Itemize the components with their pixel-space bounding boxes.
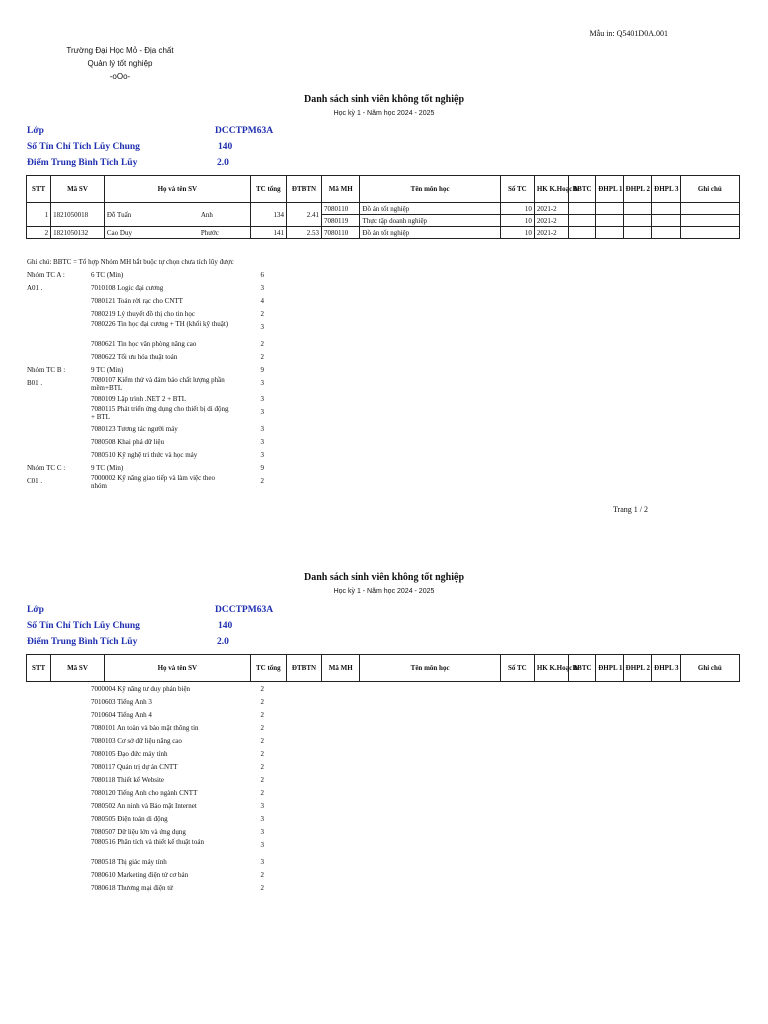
page2-title: Danh sách sinh viên không tốt nghiệp	[303, 572, 465, 583]
page2-subtitle: Học kỳ 1 - Năm học 2024 - 2025	[333, 588, 435, 595]
course-item: 6 TC (Min)	[91, 271, 124, 279]
column-header: TC tổng	[250, 176, 286, 203]
course-item: 7080123 Tương tác người máy	[91, 424, 178, 433]
empty-cell	[680, 203, 739, 215]
page-title: Danh sách sinh viên không tốt nghiệp	[303, 94, 465, 105]
table-header-row	[27, 655, 740, 682]
column-header: HK K.Hoạc h	[534, 655, 568, 682]
course-credits: 3	[260, 323, 264, 331]
course-credits: 3	[260, 815, 264, 823]
course-item: 9 TC (Min)	[91, 463, 124, 472]
course-credits: 2	[260, 870, 264, 879]
subject-credits-cell: 10	[500, 215, 534, 227]
table-header-row	[27, 176, 740, 203]
column-header: BBTC	[568, 655, 595, 682]
course-credits: 3	[260, 408, 264, 416]
course-credits: 2	[260, 310, 264, 318]
column-header: ĐHPL 1	[596, 655, 623, 682]
column-header: ĐHPL 1	[596, 176, 623, 203]
subject-code-cell: 7080110	[322, 203, 360, 215]
class-label: Lớp	[27, 126, 44, 136]
course-item: 7080103 Cơ sở dữ liệu nâng cao	[91, 737, 182, 745]
empty-cell	[596, 215, 623, 227]
column-header: ĐHPL 2	[623, 176, 652, 203]
credits-value: 140	[218, 142, 233, 152]
form-code: Mẫu in: Q5401D0A.001	[589, 29, 668, 38]
course-credits: 9	[260, 365, 264, 374]
course-item: 7080518 Thị giác máy tính	[91, 857, 167, 866]
course-credits: 2	[260, 883, 264, 892]
table-note: Ghi chú: BBTC = Tổ hợp Nhóm MH bắt buộc tự chọn chưa tích lũy được	[27, 258, 234, 266]
column-header: STT	[27, 176, 51, 203]
department-name: Quản lý tốt nghiệp	[87, 59, 153, 68]
group-label: Nhóm TC A :	[27, 271, 65, 279]
group-label: C01 .	[27, 476, 43, 485]
empty-cell	[623, 215, 652, 227]
course-credits: 3	[260, 828, 264, 836]
class-value: DCCTPM63A	[215, 605, 274, 615]
empty-cell	[652, 215, 681, 227]
stt-cell: 1	[27, 203, 51, 227]
course-item: 7080117 Quản trị dự án CNTT	[91, 763, 178, 771]
course-item: 7080510 Kỹ nghệ tri thức và học máy	[91, 450, 198, 459]
course-credits: 2	[260, 339, 264, 348]
empty-cell	[623, 227, 652, 239]
course-item: 7080219 Lý thuyết đồ thị cho tin học	[91, 310, 196, 318]
course-item: 7080618 Thương mại điện tử	[91, 883, 173, 892]
empty-cell	[623, 203, 652, 215]
course-credits: 2	[260, 724, 264, 732]
course-item: 7080505 Điện toán di động	[91, 815, 168, 823]
student-name-cell	[104, 227, 250, 239]
course-item: 7010108 Logic đại cương	[91, 284, 164, 292]
column-header: ĐHPL 2	[623, 655, 652, 682]
course-item: 7000002 Kỹ năng giao tiếp và làm việc theo nhóm	[91, 473, 216, 490]
gpa-cell: 2.53	[286, 227, 321, 239]
page-subtitle: Học kỳ 1 - Năm học 2024 - 2025	[333, 110, 435, 117]
group-label: Nhóm TC B :	[27, 365, 66, 374]
course-item: 7080101 An toàn và bảo mật thông tin	[91, 724, 199, 732]
column-header: ĐTBTN	[286, 176, 321, 203]
column-header: Mã MH	[322, 176, 360, 203]
empty-cell	[596, 227, 623, 239]
course-credits: 2	[260, 750, 264, 758]
first-name: Anh	[200, 210, 213, 219]
credits-label: Số Tín Chỉ Tích Lũy Chung	[27, 621, 140, 631]
course-item: 7080507 Dữ liệu lớn và ứng dụng	[91, 828, 186, 836]
column-header: Họ và tên SV	[104, 176, 250, 203]
column-header: Số TC	[500, 176, 534, 203]
column-header: ĐHPL 3	[652, 655, 681, 682]
school-ornament: -oOo-	[109, 72, 131, 81]
course-credits: 2	[260, 698, 264, 706]
course-item: 7080610 Marketing điện tử cơ bản	[91, 870, 189, 879]
student-id-cell: 1821050132	[51, 227, 105, 239]
course-credits: 4	[260, 297, 264, 305]
semester-cell: 2021-2	[534, 227, 568, 239]
course-item: 7080109 Lập trình .NET 2 + BTL	[91, 395, 187, 403]
column-header: Ghi chú	[680, 176, 739, 203]
gpa-value: 2.0	[217, 158, 229, 168]
course-item: 7080508 Khai phá dữ liệu	[91, 437, 165, 446]
course-credits: 3	[260, 841, 264, 849]
course-credits: 2	[260, 737, 264, 745]
subject-credits-cell: 10	[500, 227, 534, 239]
column-header: Mã SV	[51, 176, 105, 203]
column-header: ĐTBTN	[286, 655, 321, 682]
course-item: 7010603 Tiếng Anh 3	[91, 698, 152, 706]
empty-cell	[652, 203, 681, 215]
gpa-label: Điểm Trung Bình Tích Lũy	[27, 637, 138, 647]
column-header: Mã MH	[322, 655, 360, 682]
stt-cell: 2	[27, 227, 51, 239]
course-item: 7080120 Tiếng Anh cho ngành CNTT	[91, 789, 198, 797]
subject-name-cell: Đồ án tốt nghiệp	[360, 203, 500, 215]
course-credits: 2	[260, 776, 264, 784]
column-header: HK K.Hoạc h	[534, 176, 568, 203]
course-item: 7080118 Thiết kế Website	[91, 776, 164, 784]
total-credits-cell: 141	[250, 227, 286, 239]
subject-name-cell: Đồ án tốt nghiệp	[360, 227, 500, 239]
column-header: Tên môn học	[360, 176, 500, 203]
last-name: Đỗ Tuấn	[106, 210, 132, 219]
course-item: 9 TC (Min)	[91, 365, 124, 374]
course-item: 7080516 Phân tích và thiết kế thuật toán	[91, 838, 204, 846]
course-credits: 2	[260, 789, 264, 797]
column-header: Số TC	[500, 655, 534, 682]
course-item: 7080107 Kiểm thử và đảm bảo chất lượng phần mềm+BTL	[91, 375, 225, 392]
column-header: STT	[27, 655, 51, 682]
course-credits: 3	[260, 437, 264, 446]
empty-cell	[652, 227, 681, 239]
course-credits: 2	[260, 711, 264, 719]
course-item: 7080502 An ninh và Bảo mật Internet	[91, 802, 197, 810]
empty-cell	[568, 215, 595, 227]
last-name: Cao Duy	[106, 228, 132, 237]
course-credits: 2	[260, 476, 264, 485]
page-number: Trang 1 / 2	[612, 505, 648, 514]
credits-label: Số Tín Chỉ Tích Lũy Chung	[27, 142, 140, 152]
course-credits: 3	[260, 424, 264, 433]
semester-cell: 2021-2	[534, 215, 568, 227]
subject-code-cell: 7080119	[322, 215, 360, 227]
subject-credits-cell: 10	[500, 203, 534, 215]
table-row	[27, 227, 740, 239]
students-table	[26, 175, 740, 239]
course-item: 7000004 Kỹ năng tư duy phản biện	[91, 685, 191, 693]
gpa-cell: 2.41	[286, 203, 321, 227]
class-label: Lớp	[27, 605, 44, 615]
course-item: 7080115 Phát triển ứng dụng cho thiết bị di động + BTL	[91, 405, 229, 421]
course-credits: 3	[260, 802, 264, 810]
column-header: Ghi chú	[680, 655, 739, 682]
school-header	[60, 44, 180, 83]
course-credits: 2	[260, 352, 264, 361]
course-item: 7080121 Toán rời rạc cho CNTT	[91, 297, 183, 305]
group-label: A01 .	[27, 284, 43, 292]
gpa-value: 2.0	[217, 637, 229, 647]
course-item: 7080622 Tối ưu hóa thuật toán	[91, 352, 178, 361]
empty-cell	[680, 227, 739, 239]
course-credits: 3	[260, 857, 264, 866]
subject-code-cell: 7080110	[322, 227, 360, 239]
course-credits: 2	[260, 685, 264, 693]
course-credits: 3	[260, 378, 264, 387]
column-header: ĐHPL 3	[652, 176, 681, 203]
student-id-cell: 1821050018	[51, 203, 105, 227]
semester-cell: 2021-2	[534, 203, 568, 215]
course-item: 7080621 Tin học văn phòng nâng cao	[91, 339, 197, 348]
students-table-page2	[26, 654, 740, 682]
total-credits-cell: 134	[250, 203, 286, 227]
first-name: Phước	[200, 228, 219, 237]
empty-cell	[568, 203, 595, 215]
course-item: 7080226 Tin học đại cương + TH (khối kỹ thuật)	[91, 320, 229, 328]
course-credits: 3	[260, 395, 264, 403]
group-label: B01 .	[27, 378, 43, 387]
subject-name-cell: Thực tập doanh nghiệp	[360, 215, 500, 227]
course-credits: 9	[260, 463, 264, 472]
course-item: 7080105 Đạo đức máy tính	[91, 750, 168, 758]
gpa-label: Điểm Trung Bình Tích Lũy	[27, 158, 138, 168]
course-credits: 2	[260, 763, 264, 771]
course-credits: 6	[260, 271, 264, 279]
empty-cell	[680, 215, 739, 227]
student-name-cell	[104, 203, 250, 227]
column-header: Mã SV	[51, 655, 105, 682]
column-header: Họ và tên SV	[104, 655, 250, 682]
school-name: Trường Đại Học Mỏ - Địa chất	[66, 46, 174, 55]
course-credits: 3	[260, 450, 264, 459]
empty-cell	[568, 227, 595, 239]
credits-value: 140	[218, 621, 233, 631]
course-item: 7010604 Tiếng Anh 4	[91, 711, 152, 719]
column-header: TC tổng	[250, 655, 286, 682]
course-credits: 3	[260, 284, 264, 292]
group-label: Nhóm TC C :	[27, 463, 66, 472]
table-row	[27, 203, 740, 215]
empty-cell	[596, 203, 623, 215]
class-value: DCCTPM63A	[215, 126, 274, 136]
column-header: Tên môn học	[360, 655, 500, 682]
column-header: BBTC	[568, 176, 595, 203]
